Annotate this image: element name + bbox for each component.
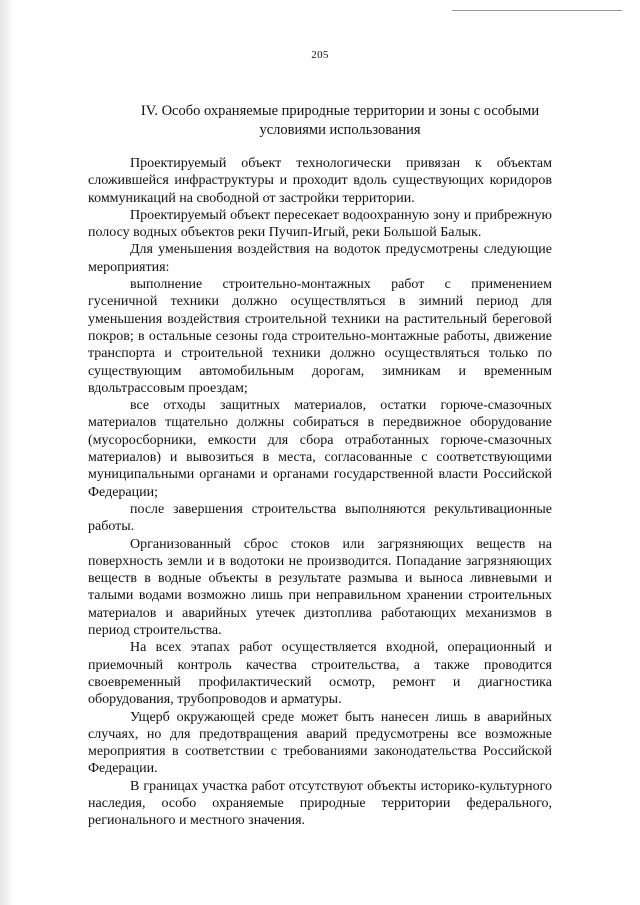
paragraph: все отходы защитных материалов, остатки горюче-смазочных материалов тщательно должны собираться в передвижное оборудование (мусоросборники, емкости для сбора отработанных горюче-смазочных материалов) и вывозиться в места, согласованные с соответствующими муниципальными органами и органами государственной власти Российской Федерации; (88, 398, 552, 500)
paragraph: Ущерб окружающей среде может быть нанесен лишь в аварийных случаях, но для предотвращения аварий предусмотрены все возможные мероприятия в соответствии с требованиями законодательства Российской Федерации. (88, 709, 552, 777)
paragraph: Организованный сброс стоков или загрязняющих веществ на поверхность земли и в водотоки не производится. Попадание загрязняющих веществ в водные объекты в результате размыва и выноса ливневыми и талыми водами возможно лишь при неправильном хранении строительных материалов и аварийных утечек дизтоплива работающих механизмов в период строительства. (88, 536, 552, 639)
paragraph: Проектируемый объект технологически привязан к объектам сложившейся инфраструктуры и проходит вдоль существующих коридоров коммуникаций на свободной от застройки территории. (88, 156, 552, 206)
paragraph: На всех этапах работ осуществляется входной, операционный и приемочный контроль качества строительства, а также проводится своевременный профилактический осмотр, ремонт и диагностика оборудования, трубопроводов и арматуры. (88, 640, 552, 708)
page-number: 205 (311, 49, 329, 61)
paragraph: Для уменьшения воздействия на водоток предусмотрены следующие мероприятия: (88, 242, 552, 275)
top-rule-line (452, 10, 622, 11)
scan-edge-shadow (0, 0, 14, 905)
paragraph: Проектируемый объект пересекает водоохранную зону и прибрежную полосу водных объектов реки Пучип-Игый, реки Большой Балык. (88, 207, 552, 241)
paragraph: после завершения строительства выполняются рекультивационные работы. (88, 501, 552, 535)
paragraph: В границах участка работ отсутствуют объекты историко-культурного наследия, особо охраняемые природные территории федерального, регионального и местного значения. (88, 778, 552, 829)
section-heading: IV. Особо охраняемые природные территории и зоны с особыми условиями использования (140, 103, 540, 138)
paragraph: выполнение строительно-монтажных работ с применением гусеничной техники должно осуществляться в зимний период для уменьшения воздействия строительной техники на растительный береговой покров; в остальные сезоны года строительно-монтажные работы, движение транспорта и строительной техники должно осуществляться только по существующим автомобильным дорогам, зимникам и временным вдольтрассовым проездам; (88, 277, 552, 396)
document-body (88, 155, 552, 830)
